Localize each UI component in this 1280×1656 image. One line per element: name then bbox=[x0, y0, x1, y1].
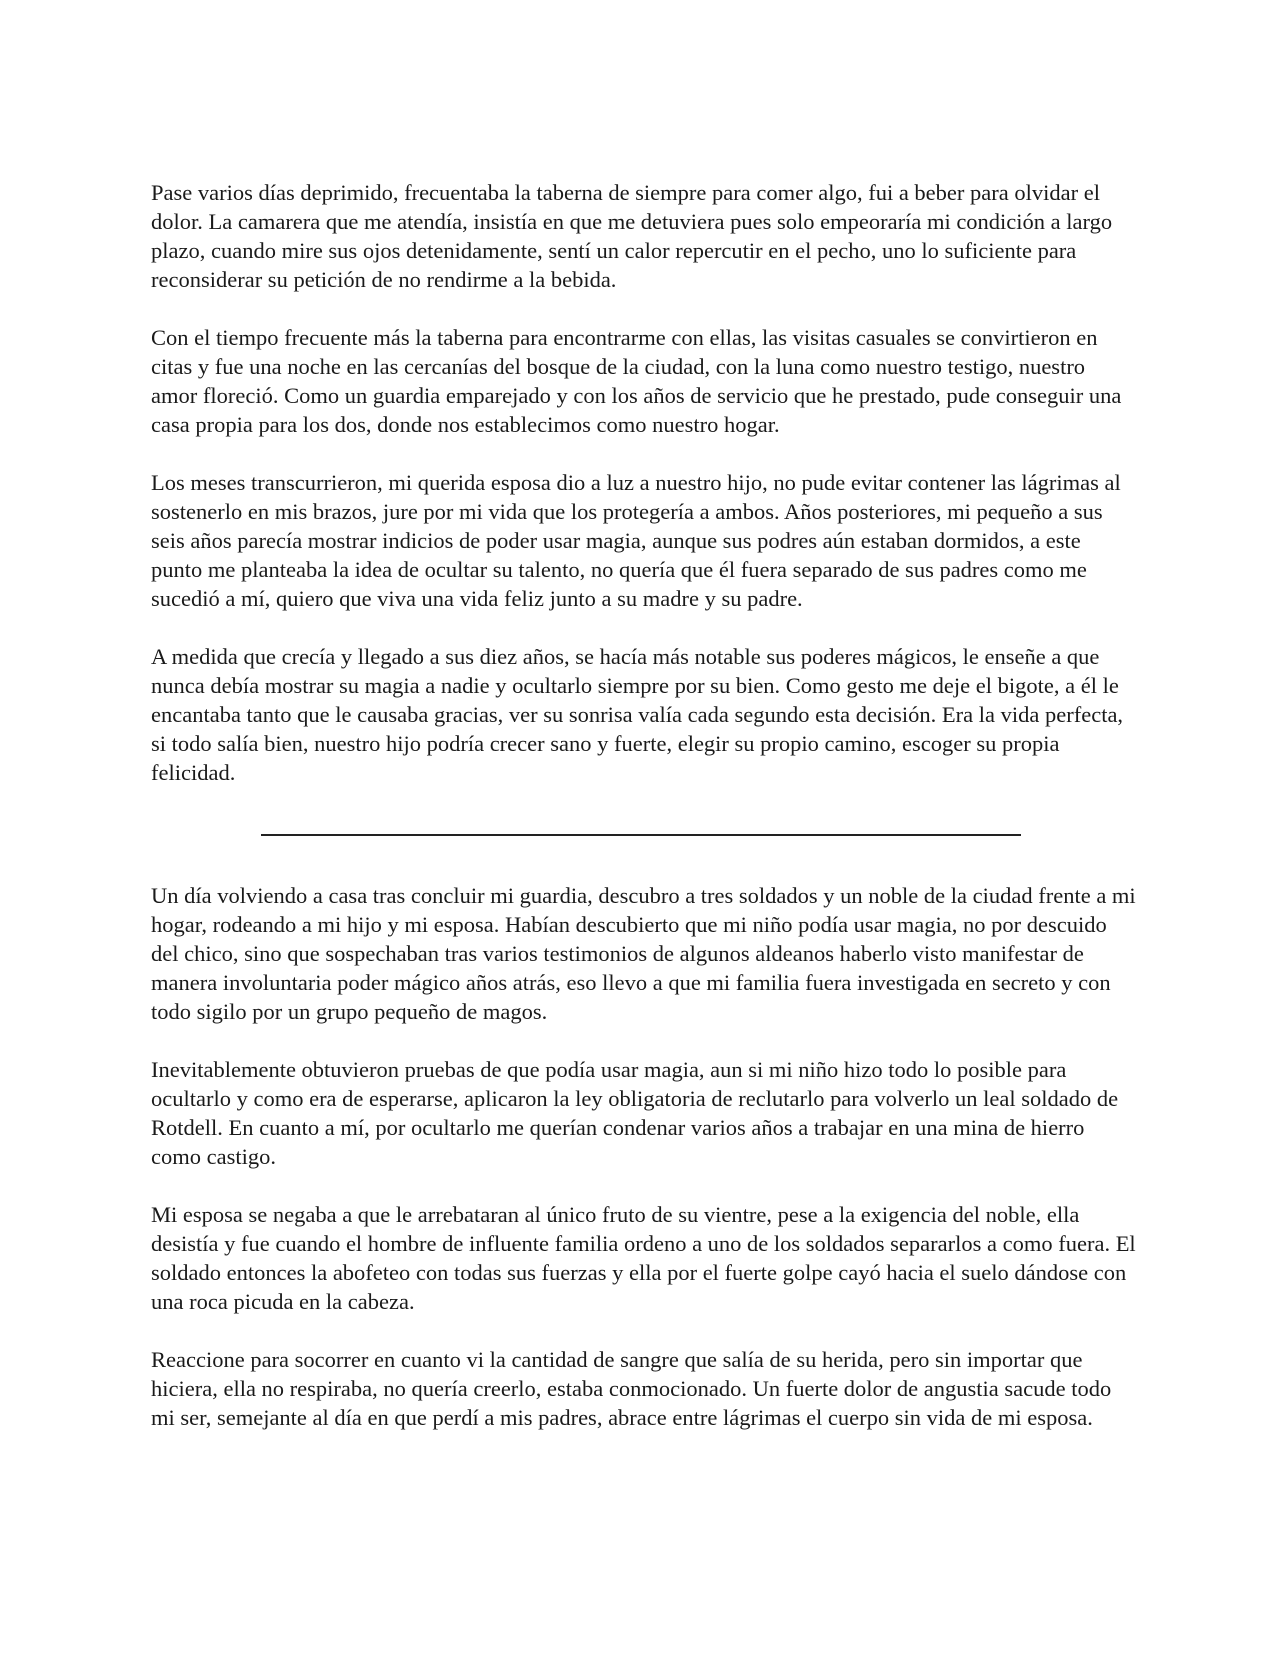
paragraph: Con el tiempo frecuente más la taberna para encontrarme con ellas, las visitas casuales se convirtieron en citas y fue una noche en las cercanías del bosque de la ciudad, con la luna como nuestro testigo, nuestro amor floreció. Como un guardia emparejado y con los años de servicio que he prestado, pude conseguir una casa propia para los dos, donde nos establecimos como nuestro hogar. bbox=[151, 325, 1122, 437]
paragraph: Inevitablemente obtuvieron pruebas de que podía usar magia, aun si mi niño hizo todo lo posible para ocultarlo y como era de esperarse, aplicaron la ley obligatoria de reclutarlo para volverlo un leal soldado de Rotdell. En cuanto a mí, por ocultarlo me querían condenar varios años a trabajar en una mina de hierro como castigo. bbox=[151, 1057, 1119, 1169]
section-divider bbox=[261, 834, 1021, 836]
document-page bbox=[151, 178, 1136, 1461]
paragraph: Un día volviendo a casa tras concluir mi guardia, descubro a tres soldados y un noble de la ciudad frente a mi hogar, rodeando a mi hijo y mi esposa. Habían descubierto que mi niño podía usar magia, no por descuido del chico, sino que sospechaban tras varios testimonios de algunos aldeanos haberlo visto manifestar de manera involuntaria poder mágico años atrás, eso llevo a que mi familia fuera investigada en secreto y con todo sigilo por un grupo pequeño de magos. bbox=[151, 883, 1136, 1024]
paragraph: A medida que crecía y llegado a sus diez años, se hacía más notable sus poderes mágicos, le enseñe a que nunca debía mostrar su magia a nadie y ocultarlo siempre por su bien. Como gesto me deje el bigote, a él le encantaba tanto que le causaba gracias, ver su sonrisa valía cada segundo esta decisión. Era la vida perfecta, si todo salía bien, nuestro hijo podría crecer sano y fuerte, elegir su propio camino, escoger su propia felicidad. bbox=[151, 644, 1124, 785]
paragraph: Los meses transcurrieron, mi querida esposa dio a luz a nuestro hijo, no pude evitar contener las lágrimas al sostenerlo en mis brazos, jure por mi vida que los protegería a ambos. Años posteriores, mi pequeño a sus seis años parecía mostrar indicios de poder usar magia, aunque sus podres aún estaban dormidos, a este punto me planteaba la idea de ocultar su talento, no quería que él fuera separado de sus padres como me sucedió a mí, quiero que viva una vida feliz junto a su madre y su padre. bbox=[151, 470, 1121, 611]
paragraph: Reaccione para socorrer en cuanto vi la cantidad de sangre que salía de su herida, pero sin importar que hiciera, ella no respiraba, no quería creerlo, estaba conmocionado. Un fuerte dolor de angustia sacude todo mi ser, semejante al día en que perdí a mis padres, abrace entre lágrimas el cuerpo sin vida de mi esposa. bbox=[151, 1347, 1112, 1430]
paragraph: Pase varios días deprimido, frecuentaba la taberna de siempre para comer algo, fui a beber para olvidar el dolor. La camarera que me atendía, insistía en que me detuviera pues solo empeoraría mi condición a largo plazo, cuando mire sus ojos detenidamente, sentí un calor repercutir en el pecho, uno lo suficiente para reconsiderar su petición de no rendirme a la bebida. bbox=[151, 180, 1113, 292]
paragraph: Mi esposa se negaba a que le arrebataran al único fruto de su vientre, pese a la exigencia del noble, ella desistía y fue cuando el hombre de influente familia ordeno a uno de los soldados separarlos a como fuera. El soldado entonces la abofeteo con todas sus fuerzas y ella por el fuerte golpe cayó hacia el suelo dándose con una roca picuda en la cabeza. bbox=[151, 1202, 1136, 1314]
